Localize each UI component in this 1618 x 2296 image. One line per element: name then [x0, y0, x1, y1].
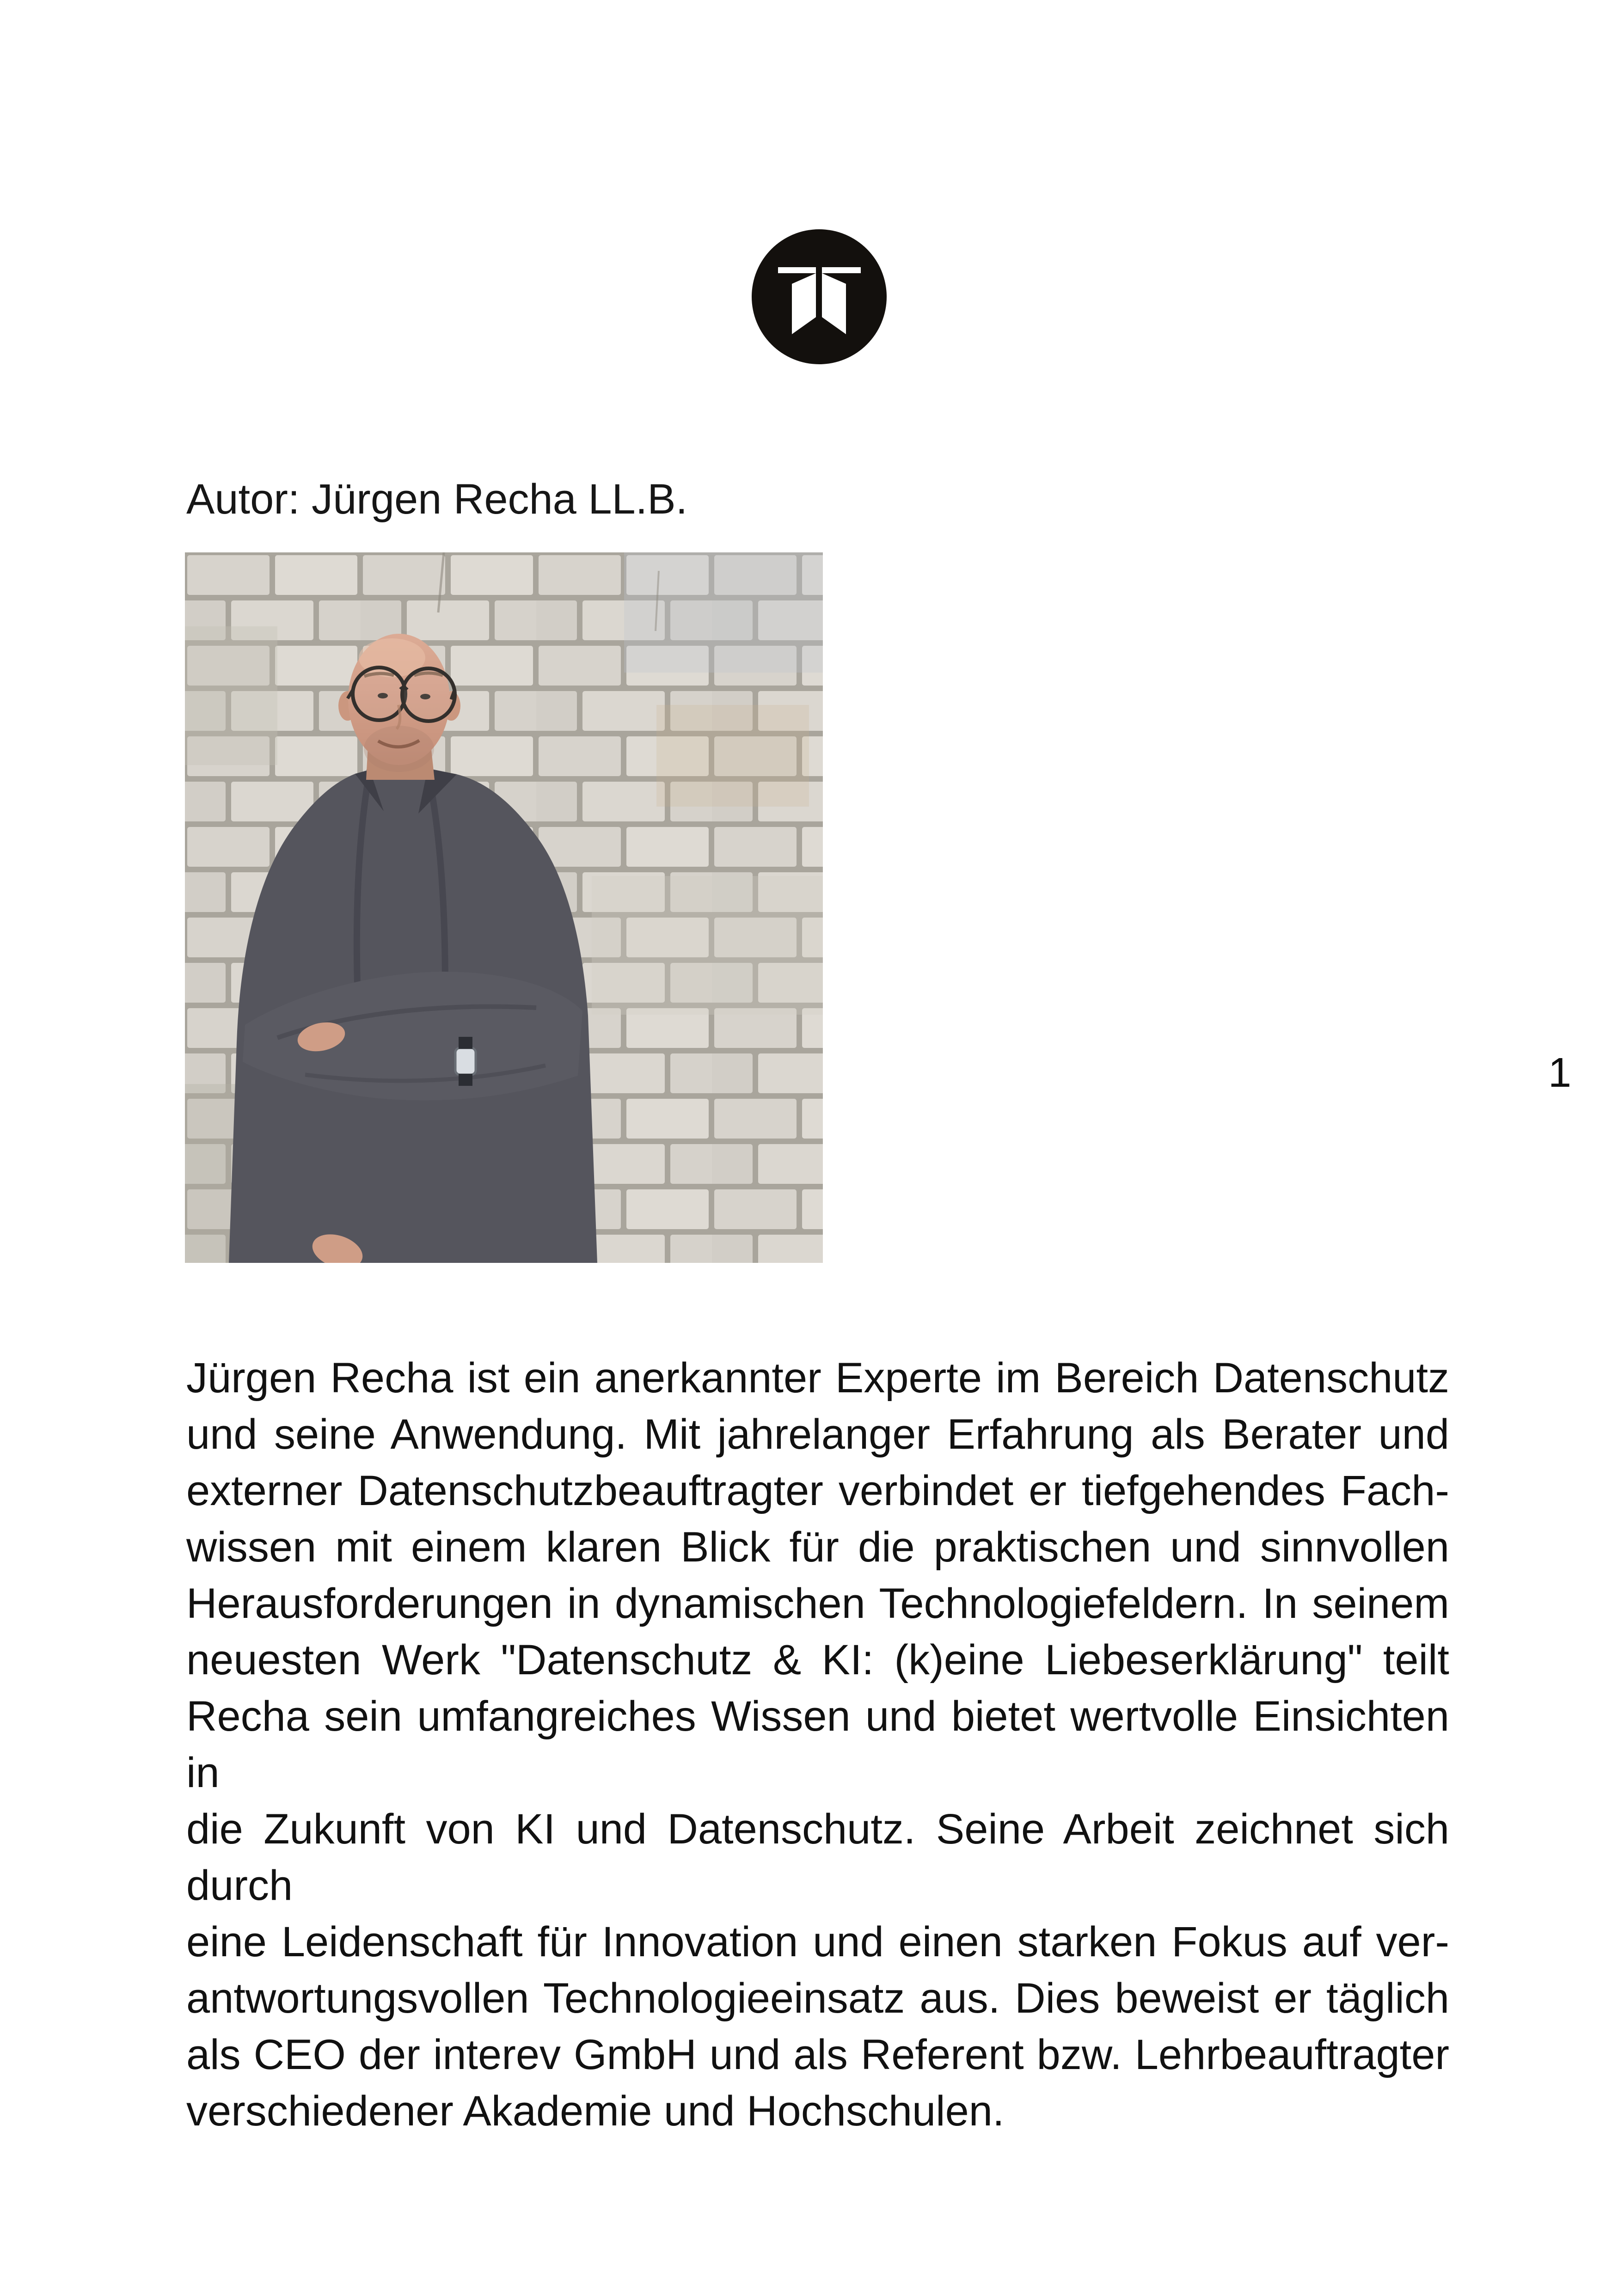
paragraph-line: Jürgen Recha ist ein anerkannter Experte im Bereich Datenschutz — [186, 1354, 1449, 1402]
portrait-image — [185, 552, 823, 1263]
paragraph-line: und seine Anwendung. Mit jahrelanger Erfahrung als Berater und — [186, 1411, 1449, 1458]
paragraph-line: als CEO der interev GmbH und als Referent bzw. Lehrbeauftragter — [186, 2031, 1449, 2078]
paragraph-line: Herausforderungen in dynamischen Technologiefeldern. In seinem — [186, 1580, 1449, 1627]
paragraph-line: neuesten Werk "Datenschutz & KI: (k)eine Liebeserklärung" teilt — [186, 1636, 1449, 1684]
paragraph-line: externer Datenschutzbeauftragter verbindet er tiefgehendes Fach- — [186, 1467, 1449, 1514]
paragraph-line: antwortungsvollen Technologieeinsatz aus. Dies beweist er täglich — [186, 1975, 1449, 2022]
paragraph-line: wissen mit einem klaren Blick für die praktischen und sinnvollen — [186, 1524, 1449, 1571]
tt-circle-logo-icon — [751, 229, 887, 365]
page-number: 1 — [1548, 1050, 1572, 1096]
paragraph-line: eine Leidenschaft für Innovation und einen starken Fokus auf ver- — [186, 1918, 1449, 1965]
paragraph-line-last: verschiedener Akademie und Hochschulen. — [186, 2088, 1005, 2135]
paragraph-line: die Zukunft von KI und Datenschutz. Seine Arbeit zeichnet sich durch — [186, 1806, 1449, 1909]
author-line: Autor: Jürgen Recha LL.B. — [186, 476, 688, 523]
body-paragraph — [186, 1350, 1449, 2139]
author-portrait-photo — [185, 552, 823, 1263]
paragraph-line: Recha sein umfangreiches Wissen und bietet wertvolle Einsichten in — [186, 1693, 1449, 1796]
publisher-logo — [751, 229, 887, 365]
